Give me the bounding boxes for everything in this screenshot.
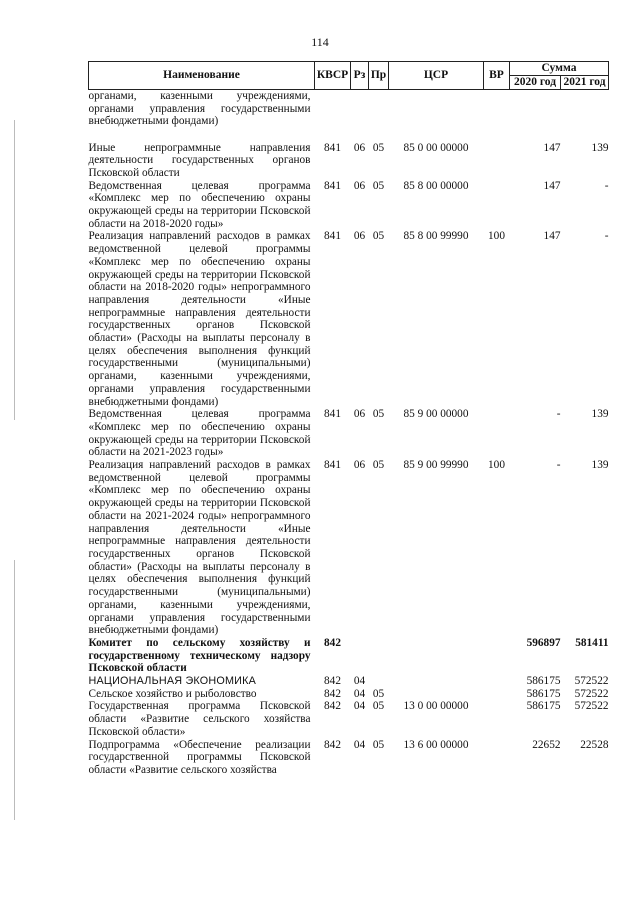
table-row [89,700,609,738]
row-2020 [510,90,561,142]
row-csr [389,688,484,701]
row-csr: 85 9 00 99990 [403,459,469,472]
binding-edge-mark [14,560,15,820]
header-summa: Сумма [510,62,609,76]
row-rz: 04 [353,700,366,713]
table-row [89,90,609,142]
row-rz [351,637,369,675]
row-kvsr: 842 [324,700,341,713]
row-name: Ведомственная целевая программа «Комплекс мер по обеспечению охраны окружающей среды на территории Псковской области на 2021-2023 годы» [88,408,311,459]
row-pr [369,90,389,142]
row-vr [484,142,510,180]
header-rz: Рз [351,62,369,90]
table-row [89,459,609,637]
budget-table [88,61,609,777]
row-pr: 05 [372,459,385,472]
row-2020: 147 [543,230,561,243]
row-pr: 05 [372,141,385,154]
row-vr [484,739,510,777]
row-kvsr: 841 [324,141,341,154]
header-year-2021: 2021 год [561,76,609,90]
row-vr: 100 [488,459,505,472]
row-2021: - [604,230,609,243]
row-kvsr: 841 [324,230,341,243]
row-2021: 22528 [580,738,609,751]
row-vr [484,90,510,142]
row-pr: 05 [372,408,385,421]
row-2021: 139 [591,141,609,154]
binding-edge-mark [14,120,15,420]
row-2021: 572522 [574,687,609,700]
table-row [89,739,609,777]
row-vr [484,688,510,701]
row-rz: 06 [353,408,366,421]
row-rz: 06 [353,230,366,243]
row-kvsr: 842 [324,738,341,751]
table-row [89,688,609,701]
row-name: Сельское хозяйство и рыболовство [88,687,257,700]
row-kvsr: 842 [324,687,341,700]
header-vr: ВР [484,62,510,90]
row-rz [351,90,369,142]
row-csr: 85 9 00 00000 [403,408,469,421]
row-name: Иные непрограммные направления деятельности государственных органов Псковской области [88,141,311,179]
row-name: Реализация направлений расходов в рамках ведомственной целевой программы «Комплекс мер по обеспечению охраны окружающей среды на территории Псковской области на 2021-2024 годы» непрограммного направления деятельности «Иные непрограммные направления деятельности государственных органов Псковской области» (Расходы на выплаты персоналу в целях обеспечения выполнения функций государственными (муниципальными) органами, казенными учреждениями, органами управления государственными внебюджетными фондами) [88,459,311,637]
header-name: Наименование [89,62,315,90]
row-2021: 572522 [574,700,609,713]
row-name: Подпрограмма «Обеспечение реализации государственной программы Псковской области «Развитие сельского хозяйства [88,738,311,776]
row-vr [484,700,510,738]
row-csr [389,637,484,675]
row-2021: 139 [591,408,609,421]
row-csr: 85 8 00 00000 [403,179,469,192]
row-vr: 100 [488,230,505,243]
row-2020: 586175 [526,700,561,713]
row-kvsr: 842 [324,675,341,688]
table-row [89,637,609,675]
row-2021: 581411 [575,636,609,649]
row-name: Реализация направлений расходов в рамках ведомственной целевой программы «Комплекс мер по обеспечению охраны окружающей среды на территории Псковской области на 2018-2020 годы» непрограммного направления деятельности «Иные непрограммные направления деятельности государственных органов Псковской области» (Расходы на выплаты персоналу в целях обеспечения выполнения функций государственными (муниципальными) органами, казенными учреждениями, органами управления государственными внебюджетными фондами) [88,230,311,408]
row-rz: 06 [353,459,366,472]
table-row [89,408,609,459]
row-vr [484,675,510,688]
row-csr: 13 0 00 00000 [403,700,469,713]
table-row [89,142,609,180]
row-2020: 147 [543,179,561,192]
row-2020: 22652 [532,738,561,751]
row-csr [389,675,484,688]
row-name: Комитет по сельскому хозяйству и государственному техническому надзору Псковской области [88,636,311,675]
table-row [89,230,609,408]
row-rz: 06 [353,141,366,154]
row-kvsr [315,90,351,142]
row-csr [389,90,484,142]
row-2020: - [556,408,561,421]
row-csr: 85 8 00 99990 [403,230,469,243]
row-kvsr: 841 [324,408,341,421]
row-csr: 85 0 00 00000 [403,141,469,154]
row-pr [369,637,389,675]
row-pr: 05 [372,179,385,192]
page-number: 114 [311,35,329,49]
row-csr: 13 6 00 00000 [403,738,469,751]
row-vr [484,408,510,459]
row-name: Государственная программа Псковской области «Развитие сельского хозяйства Псковской области» [88,700,311,738]
row-vr [484,637,510,675]
row-2020: 586175 [526,687,561,700]
row-rz: 04 [353,738,366,751]
row-rz: 04 [353,687,366,700]
row-2021: 572522 [574,675,609,688]
row-pr: 05 [372,700,385,713]
row-pr: 05 [372,738,385,751]
row-name: НАЦИОНАЛЬНАЯ ЭКОНОМИКА [88,675,257,688]
row-kvsr: 841 [324,459,341,472]
row-2020: - [556,459,561,472]
header-year-2020: 2020 год [510,76,561,90]
table-row [89,675,609,688]
row-rz: 04 [353,675,366,688]
row-pr: 05 [372,230,385,243]
row-pr [369,675,389,688]
row-rz: 06 [353,179,366,192]
header-pr: Пр [369,62,389,90]
row-vr [484,180,510,231]
row-2020: 147 [543,141,561,154]
row-2021: 139 [591,459,609,472]
row-kvsr: 841 [324,179,341,192]
header-kvsr: КВСР [315,62,351,90]
row-2021: - [604,179,609,192]
row-kvsr: 842 [324,636,341,649]
row-2020: 586175 [526,675,561,688]
table-row [89,180,609,231]
row-pr: 05 [372,687,385,700]
row-name: органами, казенными учреждениями, органами управления государственными внебюджетными фондами) [88,90,311,128]
row-name: Ведомственная целевая программа «Комплекс мер по обеспечению охраны окружающей среды на территории Псковской области на 2018-2020 годы» [88,179,311,230]
row-2021 [561,90,609,142]
row-2020: 596897 [526,636,561,649]
header-csr: ЦСР [389,62,484,90]
